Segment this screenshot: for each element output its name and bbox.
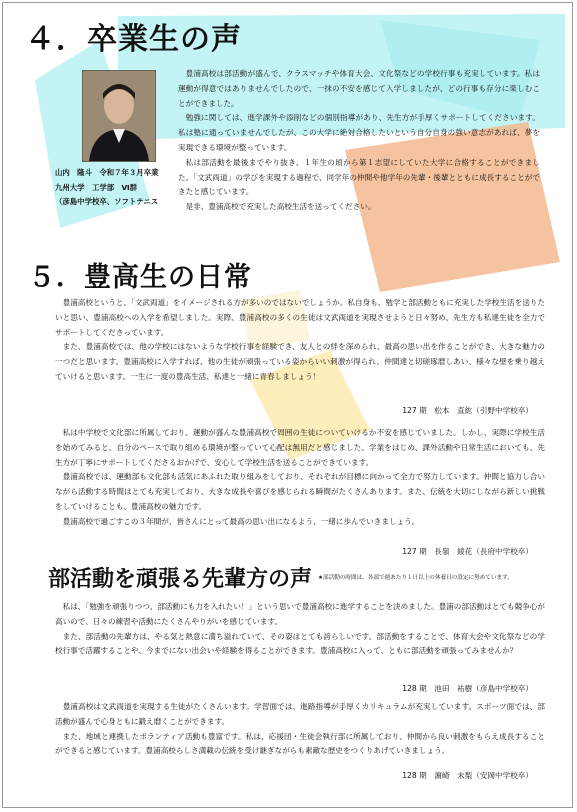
rest-day-note: ★部活動の時間は、各部で週あたり１日以上の休養日の設定に努めています。 — [318, 575, 513, 581]
student-portrait-icon — [83, 71, 155, 161]
paragraph: また、部活動の先輩方は、やる気と熱意に満ち溢れていて、その姿はとても誇らしいです。部活動をすることで、体育大会や文化祭などの学校行事で活躍することや、今までにない出会いや経験を得ることができます。豊浦高校に入って、ともに部活動を頑張ってみませんか？ — [55, 631, 545, 656]
paragraph: 豊浦高校は部活動が盛んで、クラスマッチや体育大会、文化祭などの学校行事も充実しています。私は運動が得意ではありませんでしたので、一抹の不安を感じて入学しましたが、どの行事も存分に楽しむことができました。 — [178, 69, 540, 108]
caption-line: 山内 隆斗 令和７年３月卒業 — [55, 168, 159, 177]
paragraph: 私は中学校で文化部に所属しており、運動が盛んな豊浦高校で周囲の生徒についていけるか不安を感じていました。しかし、実際に学校生活を始めてみると、自分のペースで取り組める環境が整っていて心配は無用だと感じました。学業をはじめ、課外活動や日常生活においても、先生方が丁寧にサポートしてくださるおかげで、安心して学校生活を送ることができています。 — [55, 428, 545, 467]
paragraph: 豊浦高校で過ごすこの３年間が、皆さんにとって最高の思い出になるよう、一緒に歩んでいきましょう。 — [62, 516, 420, 526]
paragraph: 私は部活動を最後までやり抜き、１年生の頃から第１志望にしていた大学に合格することができました。「文武両道」の学びを実現する過程で、同学年の仲間や他学年の先輩・後輩とともに成長することができたと感じています。 — [178, 157, 540, 197]
signature: 127 期 長嶺 綾花（長府中学校卒） — [402, 547, 533, 556]
section5-block1 — [55, 296, 545, 385]
section4-title: ４．卒業生の声 — [25, 22, 242, 57]
section6-title: 部活動を頑張る先輩方の声 — [48, 567, 313, 592]
section5-block2 — [55, 426, 545, 530]
signature: 128 期 濵崎 未梨（安岡中学校卒） — [402, 771, 533, 780]
paragraph: 勉強に関しては、進学課外や添削などの個別指導があり、先生方が手厚くサポートしてくださいます。私は塾に通っていませんでしたが、この大学に絶対合格したいという自分自身の強い意志があれば、夢を実現できる環境が整っています。 — [178, 113, 540, 152]
graduate-photo — [82, 70, 156, 162]
paragraph: 是非、豊浦高校で充実した高校生活を送ってください。 — [185, 202, 376, 212]
section5-title: ５．豊高生の日常 — [28, 262, 252, 293]
signature: 127 期 松本 直紘（引野中学校卒） — [402, 406, 533, 415]
signature: 128 期 池田 祐樹（彦島中学校卒） — [402, 684, 533, 693]
graduate-caption — [55, 166, 175, 210]
paragraph: 豊浦高校では、運動部も文化部も活気にあふれた取り組みをしており、それぞれが目標に向かって全力で努力しています。仲間と協力し合いながら活動する時間はとても充実しており、大きな成長や喜びを感じられる瞬間がたくさんあります。また、伝統を大切にしながら新しい挑戦をしていけることも、豊浦高校の魅力です。 — [55, 472, 545, 511]
caption-line: （彦島中学校卒、ソフトテニス — [55, 197, 159, 206]
section6-block1 — [55, 600, 545, 659]
section4-body — [178, 67, 540, 215]
paragraph: また、豊浦高校では、他の学校にはないような学校行事を経験でき、友人との絆を深められ、最高の思い出を作ることができ、大きな魅力の一つだと思います。豊浦高校に入学すれば、他の生徒が頑張っている姿からいい刺激が得られ、仲間達と切磋琢磨しあい、様々な壁を乗り越えていけると思います。一生に一度の豊高生活、私達と一緒に青春しましょう！ — [55, 342, 545, 381]
paragraph: また、地域と連携したボランティア活動も豊富です。私は、応援団・生徒会執行部に所属しており、仲間から良い刺激をもらえ成長することができると感じています。豊浦高校らしさ満載の伝統を受け継ぎながらも素敵な歴史をつくりあげていきましょう。 — [55, 731, 545, 756]
section6-block2 — [55, 700, 545, 759]
paragraph: 豊浦高校は文武両道を実現する生徒がたくさんいます。学習面では、進路指導が手厚くカリキュラムが充実しています。スポーツ面では、部活動が盛んで心身ともに鍛え磨くことができます。 — [55, 702, 545, 726]
caption-line: 九州大学 工学部 Ⅵ群 — [55, 182, 138, 192]
paragraph: 私は、「勉強を頑張りつつ、部活動にも力を入れたい！」という思いで豊浦高校に進学することを決めました。豊浦の部活動はとても競争心が高いので、日々の練習や活動にたくさんやりがいを感じています。 — [55, 602, 545, 626]
paragraph: 豊浦高校というと、「文武両道」をイメージされる方が多いのではないでしょうか。私自身も、勉学と部活動ともに充実した学校生活を送りたいと思い、豊浦高校への入学を希望しました。実際、豊浦高校の多くの生徒は文武両道を実現させようと日々努め、先生方も私達生徒を全力でサポートしてくださっています。 — [55, 298, 545, 337]
